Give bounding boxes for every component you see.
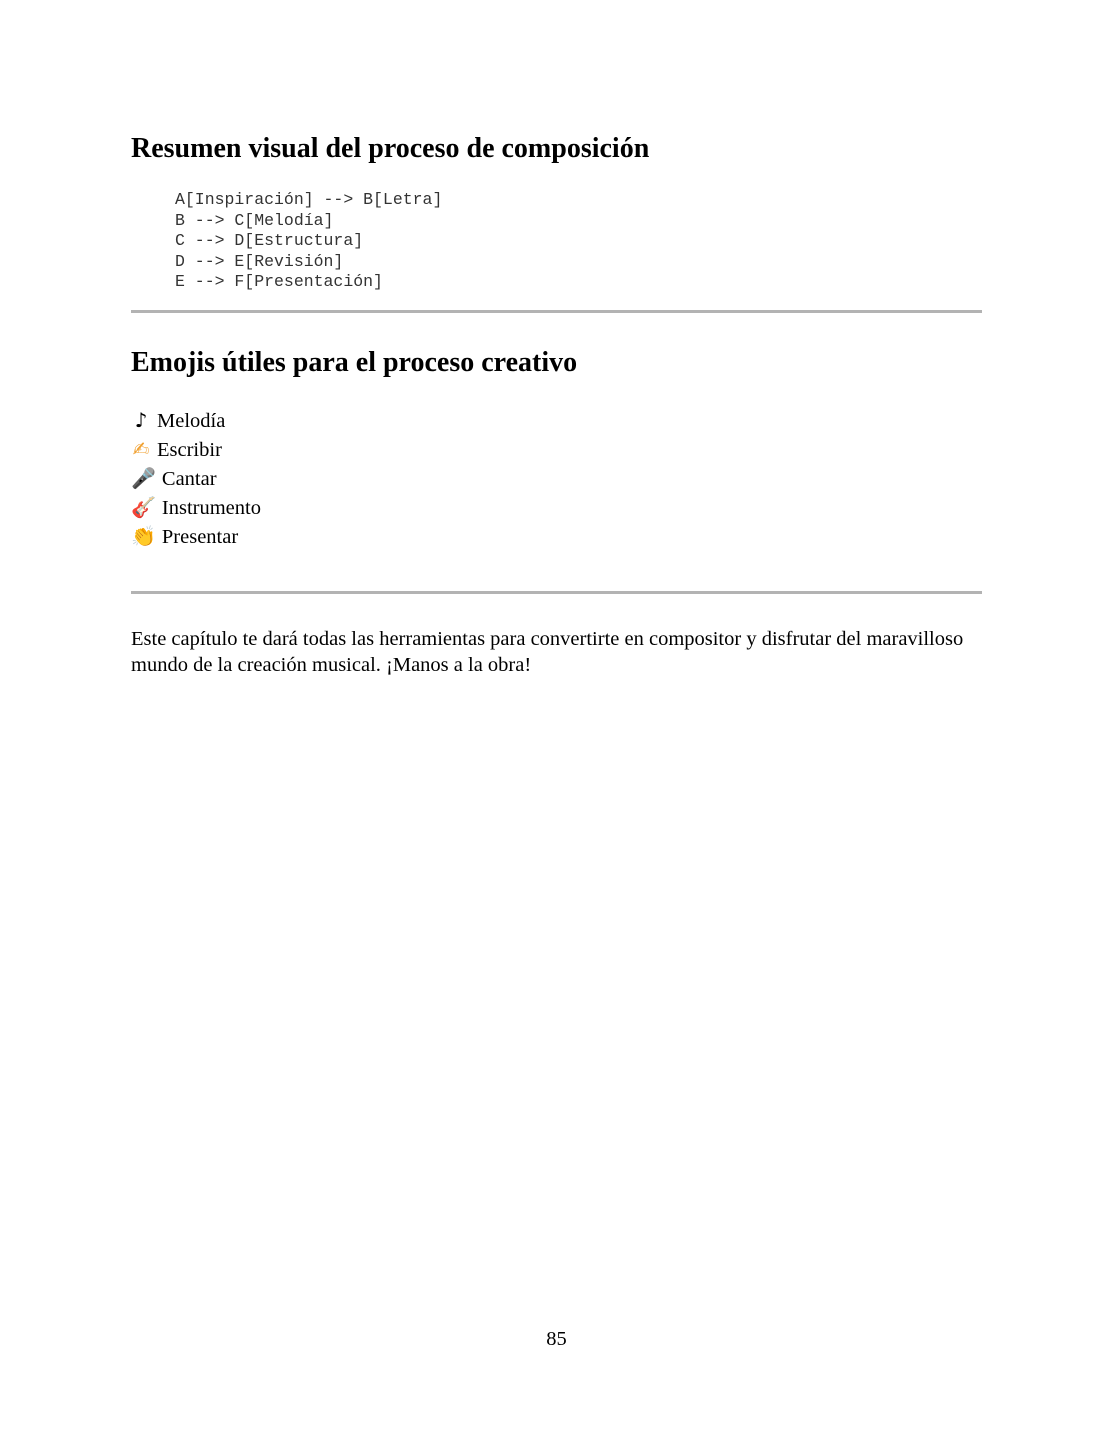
horizontal-rule <box>131 591 982 594</box>
list-item <box>131 435 261 464</box>
code-line: C --> D[Estructura] <box>175 231 364 251</box>
list-item <box>131 406 261 435</box>
writing-hand-icon: ✍ <box>132 437 150 461</box>
code-line: D --> E[Revisión] <box>175 251 344 271</box>
guitar-icon: 🎸 <box>131 495 156 519</box>
code-line: A[Inspiración] --> B[Letra] <box>175 190 443 209</box>
code-line: B --> C[Melodía] <box>175 210 334 230</box>
clapping-hands-icon: 👏 <box>131 524 156 548</box>
musical-note-icon: ♪ <box>134 408 148 432</box>
horizontal-rule <box>131 310 982 313</box>
list-item-label: Melodía <box>157 410 226 432</box>
list-item <box>131 493 261 522</box>
list-item-label: Presentar <box>161 526 239 548</box>
microphone-icon: 🎤 <box>131 466 156 490</box>
list-item <box>131 522 261 551</box>
emoji-list <box>131 406 261 551</box>
section-title-emojis: Emojis útiles para el proceso creativo <box>131 347 578 378</box>
list-item-label: Cantar <box>161 468 217 490</box>
page-number: 85 <box>546 1328 567 1350</box>
closing-paragraph: Este capítulo te dará todas las herramientas para convertirte en compositor y disfrutar del maravilloso mundo de la creación musical. ¡Manos a la obra! <box>131 628 964 676</box>
list-item <box>131 464 261 493</box>
section-title-process-summary: Resumen visual del proceso de composición <box>131 133 650 164</box>
code-line: E --> F[Presentación] <box>175 272 383 292</box>
code-block-flow <box>175 190 442 293</box>
list-item-label: Escribir <box>157 439 222 461</box>
list-item-label: Instrumento <box>161 497 261 519</box>
